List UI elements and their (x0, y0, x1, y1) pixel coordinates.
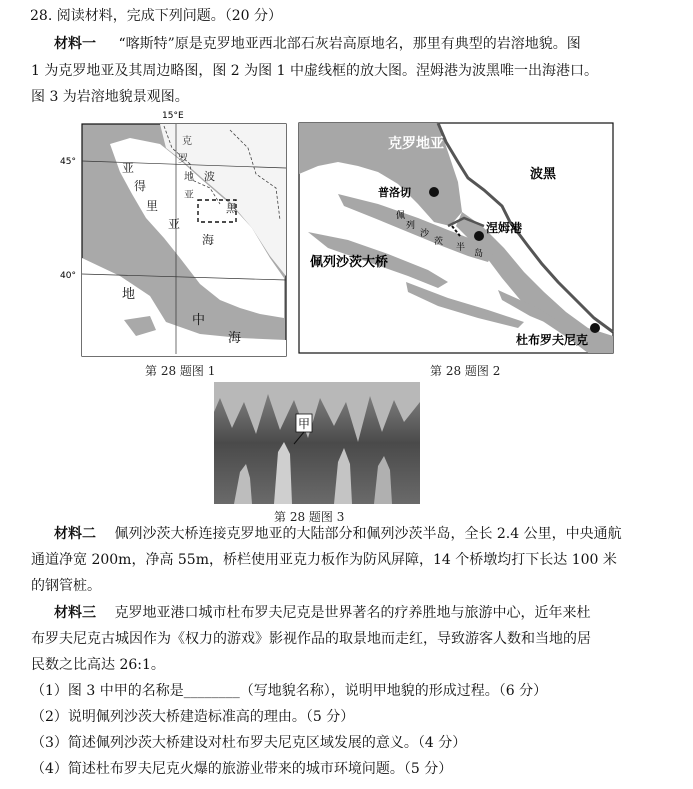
question-text-4: 简述杜布罗夫尼克火爆的旅游业带来的城市环境问题。（5 分） (67, 761, 453, 777)
question-item-4 (31, 759, 452, 779)
material2-label: 材料二 (54, 526, 96, 542)
material1-text1: “喀斯特”原是克罗地亚西北部石灰岩高原地名，那里有典型的岩溶地貌。图 (118, 36, 581, 52)
figure3-photo (214, 382, 420, 504)
fig1-lat45: 45° (60, 157, 76, 167)
question-intro: 阅读材料，完成下列问题。（20 分） (56, 8, 282, 24)
fig1-croatia-1: 克 (182, 136, 192, 147)
material2-text1: 佩列沙茨大桥连接克罗地亚的大陆部分和佩列沙茨半岛，全长 2.4 公里，中央通航 (114, 526, 622, 542)
fig2-ploce: 普洛切 (378, 186, 411, 199)
question-item-2 (31, 707, 354, 727)
fig1-adriatic-2: 得 (134, 179, 147, 193)
material3-text1: 克罗地亚港口城市杜布罗夫尼克是世界著名的疗养胜地与旅游中心，近年来杜 (114, 605, 591, 621)
fig1-bosnia-2: 黑 (226, 202, 237, 215)
figure1-caption: 第 28 题图 1 (145, 364, 216, 378)
fig1-bosnia-1: 波 (204, 170, 215, 183)
fig1-med-2: 中 (192, 313, 206, 328)
fig1-croatia-3: 地 (184, 172, 194, 183)
fig2-croatia: 克罗地亚 (388, 136, 444, 152)
fig1-lat40: 40° (60, 271, 76, 281)
fig1-adriatic-3: 里 (146, 199, 159, 213)
material1-line3: 图 3 为岩溶地貌景观图。 (31, 89, 189, 105)
fig1-croatia-2: 罗 (178, 154, 188, 165)
fig2-pen-5: 半 (456, 243, 466, 253)
fig1-med-3: 海 (228, 331, 242, 346)
material3-line2: 布罗夫尼克古城因作为《权力的游戏》影视作品的取景地而走红，导致游客人数和当地的居 (31, 631, 591, 647)
question-item-3 (31, 733, 466, 753)
question-header (30, 6, 282, 26)
material2-line3: 的钢管桩。 (31, 578, 101, 594)
fig2-neum: 涅姆港 (486, 221, 523, 235)
material3-line3: 民数之比高达 26:1。 (31, 657, 165, 673)
material1-label: 材料一 (54, 36, 96, 52)
fig1-sea-char: 海 (202, 233, 215, 247)
fig1-lon-label: 15°E (162, 111, 184, 121)
fig1-croatia-4: 亚 (184, 190, 194, 201)
question-text-2: 说明佩列沙茨大桥建造标准高的理由。（5 分） (67, 709, 355, 725)
material2-line1 (54, 524, 622, 544)
figure2-caption: 第 28 题图 2 (430, 364, 501, 378)
question-num-1: （1） (31, 683, 68, 699)
material1-line1 (54, 34, 581, 54)
material3-label: 材料三 (54, 605, 96, 621)
question-item-1 (31, 681, 547, 701)
fig1-med-1: 地 (122, 287, 136, 302)
fig2-pen-1: 佩 (396, 211, 406, 221)
fig2-pen-6: 岛 (474, 249, 484, 259)
fig3-label: 甲 (298, 417, 311, 431)
fig2-bridge: 佩列沙茨大桥 (310, 255, 389, 270)
fig2-pen-4: 茨 (434, 237, 444, 247)
question-text-1: 图 3 中甲的名称是________（写地貌名称），说明甲地貌的形成过程。（6 分） (67, 683, 548, 699)
question-number: 28. (30, 8, 53, 24)
fig1-adriatic-4: 亚 (168, 217, 181, 231)
fig2-bih: 波黑 (530, 167, 557, 182)
fig2-pen-2: 列 (406, 221, 416, 231)
fig2-pen-3: 沙 (420, 229, 430, 239)
figure2-map (298, 122, 614, 354)
question-num-3: （3） (31, 735, 68, 751)
fig1-adriatic-1: 亚 (122, 161, 135, 175)
question-num-4: （4） (31, 761, 68, 777)
material2-line2: 通道净宽 200m，净高 55m，桥栏使用亚克力板作为防风屏障，14 个桥墩均打下长达 100 米 (31, 552, 617, 568)
question-num-2: （2） (31, 709, 68, 725)
figure3-caption: 第 28 题图 3 (274, 510, 345, 524)
figure1-map (60, 108, 288, 358)
material1-line2: 1 为克罗地亚及其周边略图，图 2 为图 1 中虚线框的放大图。涅姆港为波黑唯一出海港口。 (31, 63, 598, 79)
question-text-3: 简述佩列沙茨大桥建设对杜布罗夫尼克区域发展的意义。（4 分） (67, 735, 467, 751)
fig2-dubrovnik: 杜布罗夫尼克 (516, 333, 589, 347)
material3-line1 (54, 603, 590, 623)
